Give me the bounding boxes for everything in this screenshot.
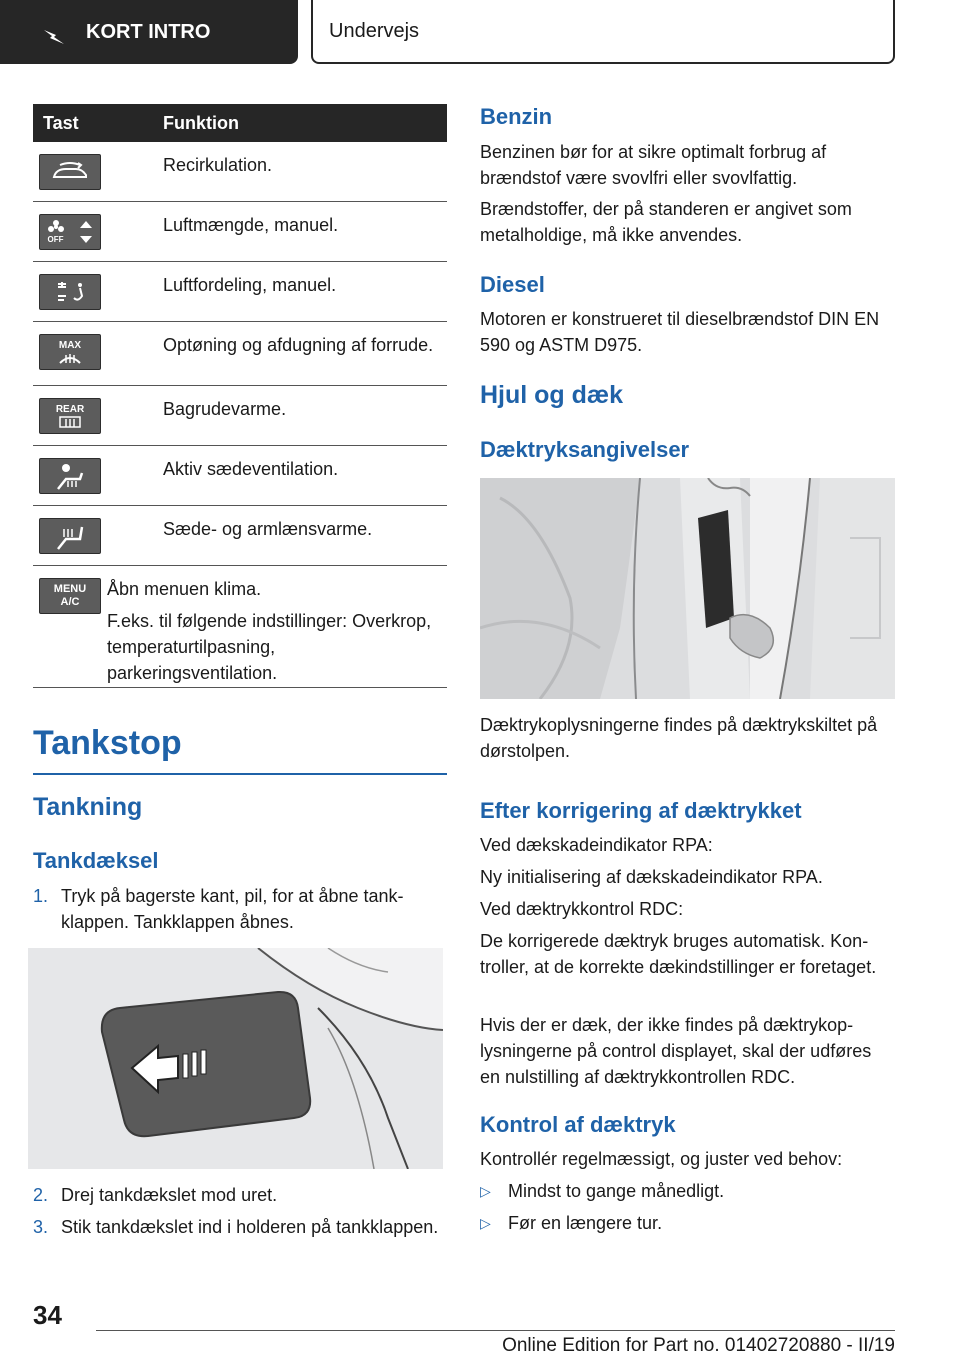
table-row	[33, 566, 447, 688]
air-distribution-icon	[39, 274, 101, 310]
tire-pressure-paragraph: Dæktrykoplysningerne findes på dæktrykskiltet på dørstolpen.	[480, 715, 878, 761]
seat-heating-icon	[39, 518, 101, 554]
row-text: Recirkulation.	[163, 155, 273, 175]
footer-divider	[96, 1330, 895, 1331]
after-correction-p5: Hvis der er dæk, der ikke findes på dæktrykoplysningerne på control displayet, skal der udføres en nulstilling af dæktrykkontrollen RDC.	[480, 1015, 872, 1087]
climate-keys-table	[33, 104, 447, 688]
row-text: Sæde- og armlænsvarme.	[163, 519, 373, 539]
col-function-header: Funktion	[163, 112, 239, 133]
row-text: Bagrudevarme.	[163, 399, 287, 419]
max-defrost-icon: MAX	[39, 334, 101, 370]
row-text: Aktiv sædeventilation.	[163, 459, 339, 479]
wheels-heading: Hjul og dæk	[480, 381, 624, 409]
step-1: 1. Tryk på bagerste kant, pil, for at åbne tankklappen. Tankklappen åbnes.	[33, 883, 447, 935]
step-2: 2. Drej tankdækslet mod uret.	[33, 1182, 447, 1208]
diesel-heading: Diesel	[480, 272, 545, 297]
benzin-paragraph-1: Benzinen bør for at sikre optimalt forbrug af brændstof være svovlfri eller svovlfattig.	[480, 142, 827, 188]
row-text: Luftfordeling, manuel.	[163, 275, 337, 295]
chapter-tab[interactable]	[0, 0, 298, 64]
door-pillar-illustration	[480, 478, 895, 699]
tire-pressure-heading: Dæktryksangivelser	[480, 437, 690, 462]
fan-speed-icon: OFF	[39, 214, 101, 250]
after-correction-p3: Ved dæktrykkontrol RDC:	[480, 899, 684, 919]
row-text: Åbn menuen klima.	[107, 579, 262, 599]
row-text-detail: F.eks. til følgende indstillinger: Overkrop, temperaturtilpasning, parkeringsventilation.	[107, 611, 432, 683]
step-3: 3. Stik tankdækslet ind i holderen på tankklappen.	[33, 1214, 447, 1240]
after-correction-p4: De korrigerede dæktryk bruges automatisk. Kontroller, at de korrekte dækindstillinger er foretaget.	[480, 931, 877, 977]
section-tab[interactable]	[311, 0, 895, 64]
section-tab-label: Undervejs	[329, 19, 420, 42]
seat-ventilation-icon	[39, 458, 101, 494]
list-item: ▷ Mindst to gange månedligt.	[480, 1178, 895, 1204]
menu-ac-icon: MENU A/C	[39, 578, 101, 614]
diesel-paragraph: Motoren er konstrueret til dieselbrændstof DIN EN 590 og ASTM D975.	[480, 309, 880, 355]
list-item: ▷ Før en længere tur.	[480, 1210, 895, 1236]
chapter-heading: Tankstop	[33, 724, 447, 775]
fuel-flap-illustration	[28, 948, 443, 1169]
table-row	[33, 202, 447, 262]
col-key-header: Tast	[43, 112, 79, 133]
check-pressure-heading: Kontrol af dæktryk	[480, 1112, 676, 1137]
table-row	[33, 386, 447, 446]
section-heading: Tankning	[33, 793, 143, 821]
step-number: 1.	[33, 886, 49, 906]
step-number: 2.	[33, 1185, 49, 1205]
bolt-icon	[42, 28, 66, 46]
table-row	[33, 322, 447, 386]
bullet-icon: ▷	[480, 1215, 491, 1231]
table-row	[33, 446, 447, 506]
check-pressure-paragraph: Kontrollér regelmæssigt, og juster ved behov:	[480, 1149, 843, 1169]
bullet-icon: ▷	[480, 1183, 491, 1199]
benzin-paragraph-2: Brændstoffer, der på standeren er angivet som metalholdige, må ikke anvendes.	[480, 199, 852, 245]
row-text: Optøning og afdugning af forrude.	[163, 335, 434, 355]
chapter-tab-label: KORT INTRO	[86, 20, 211, 43]
page-number: 34	[33, 1300, 62, 1330]
step-number: 3.	[33, 1217, 49, 1237]
recirculation-icon	[39, 154, 101, 190]
subsection-heading: Tankdæksel	[33, 848, 159, 873]
after-correction-p2: Ny initialisering af dækskadeindikator RPA.	[480, 867, 823, 887]
benzin-heading: Benzin	[480, 104, 553, 129]
rear-defrost-icon: REAR	[39, 398, 101, 434]
table-row	[33, 142, 447, 202]
table-row	[33, 262, 447, 322]
after-correction-p1: Ved dækskadeindikator RPA:	[480, 835, 713, 855]
row-text: Luftmængde, manuel.	[163, 215, 339, 235]
after-correction-heading: Efter korrigering af dæktrykket	[480, 798, 802, 823]
footer-edition: Online Edition for Part no. 01402720880 - II/19	[502, 1335, 895, 1356]
table-header	[33, 104, 447, 142]
table-row	[33, 506, 447, 566]
